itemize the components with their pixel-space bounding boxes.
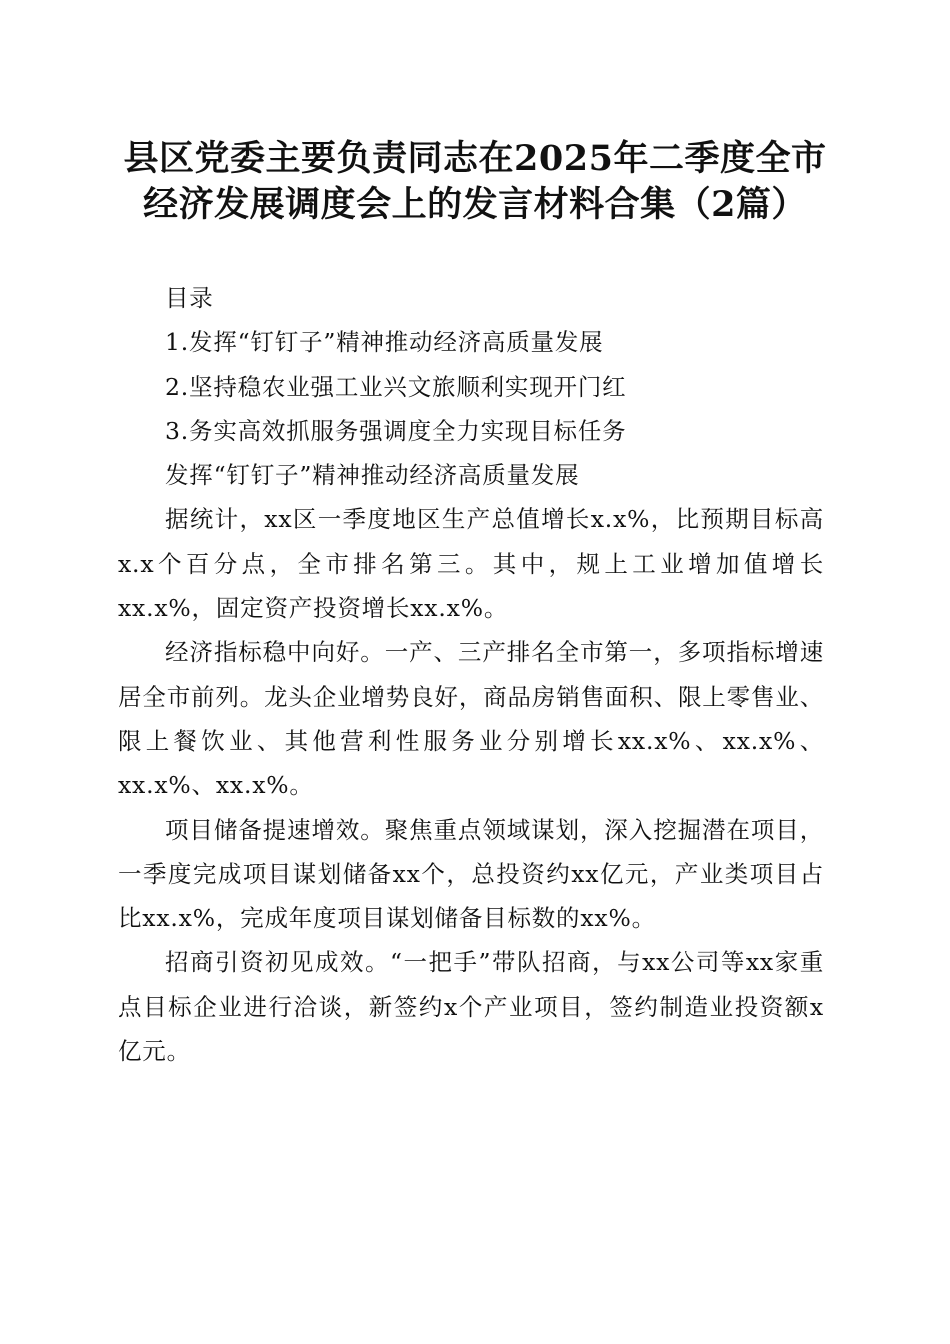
- toc-item-3: 3.务实高效抓服务强调度全力实现目标任务: [165, 416, 627, 445]
- paragraph: 项目储备提速增效。聚焦重点领域谋划，深入挖掘潜在项目，一季度完成项目谋划储备xx个，总投资约xx亿元，产业类项目占比xx.x%，完成年度项目谋划储备目标数的xx%。: [118, 815, 824, 933]
- document-body: [118, 276, 824, 1073]
- section-heading: 发挥“钉钉子”精神推动经济高质量发展: [165, 461, 580, 490]
- toc-heading: 目录: [165, 284, 214, 312]
- toc-item-1: 1.发挥“钉钉子”精神推动经济高质量发展: [165, 328, 604, 357]
- document-title: [90, 136, 860, 228]
- paragraph: 据统计，xx区一季度地区生产总值增长x.x%，比预期目标高x.x个百分点，全市排名第三。其中，规上工业增加值增长xx.x%，固定资产投资增长xx.x%。: [118, 505, 824, 623]
- title-line-1: 县区党委主要负责同志在2025年二季度全市: [123, 138, 827, 179]
- paragraph: 招商引资初见成效。“一把手”带队招商，与xx公司等xx家重点目标企业进行洽谈，新签约x个产业项目，签约制造业投资额x亿元。: [118, 948, 824, 1066]
- title-line-2: 经济发展调度会上的发言材料合集（2篇）: [143, 184, 807, 225]
- paragraph: 经济指标稳中向好。一产、三产排名全市第一，多项指标增速居全市前列。龙头企业增势良好，商品房销售面积、限上零售业、限上餐饮业、其他营利性服务业分别增长xx.x%、xx.x%、xx.x%、xx.x%。: [118, 638, 824, 800]
- toc-item-2: 2.坚持稳农业强工业兴文旅顺利实现开门红: [165, 372, 627, 401]
